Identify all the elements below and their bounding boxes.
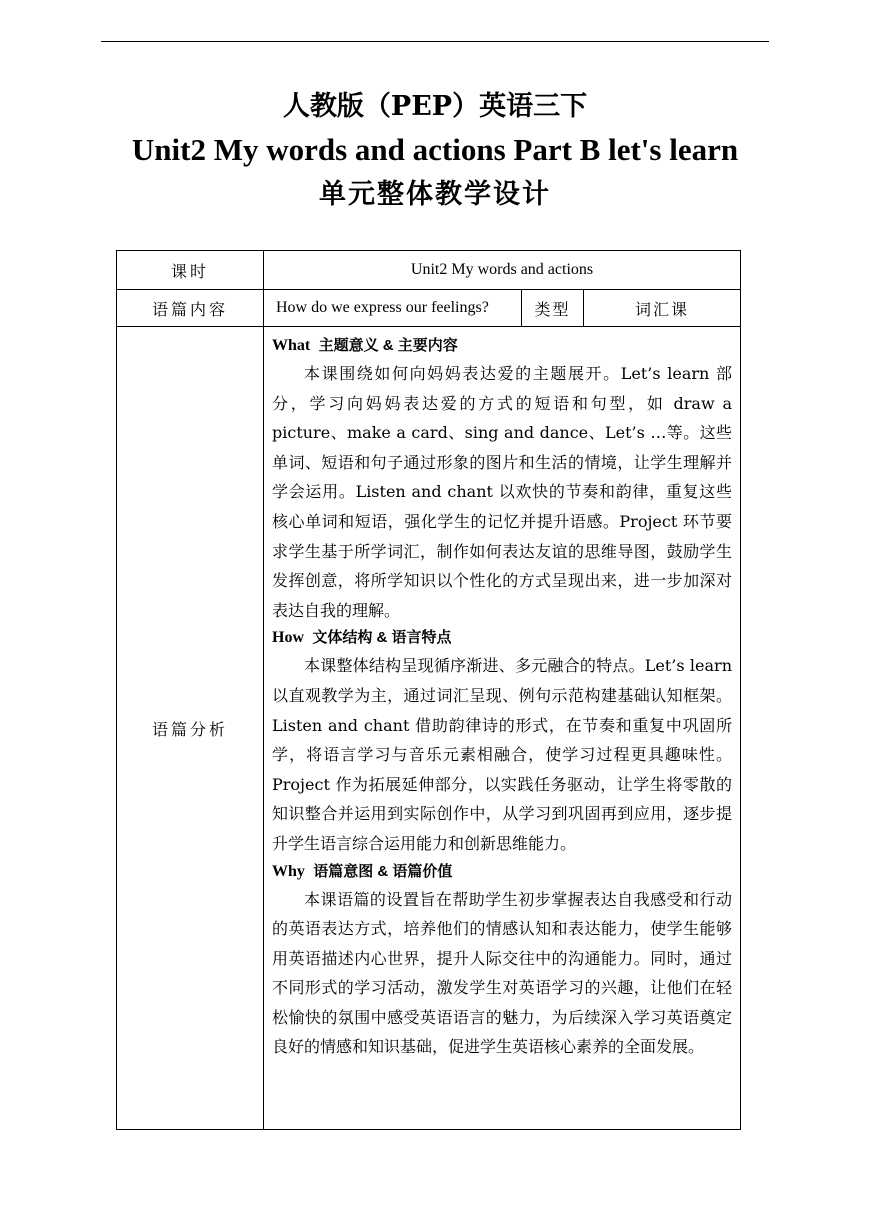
table-row-analysis — [117, 327, 741, 1130]
analysis-label: 语篇分析 — [117, 327, 264, 1130]
type-label: 类型 — [522, 290, 584, 327]
table-row-content — [117, 290, 741, 327]
title-line-1: 人教版（PEP）英语三下 — [282, 91, 588, 122]
content-value: How do we express our feelings? — [264, 290, 522, 327]
table-row-lesson — [117, 251, 741, 290]
lesson-label: 课时 — [117, 251, 264, 290]
section-heading-why: Why 语篇意图 & 语篇价值 — [272, 862, 453, 880]
section-text-how: 本课整体结构呈现循序渐进、多元融合的特点。Let’s learn 以直观教学为主，通过词汇呈现、例句示范构建基础认知框架。Listen and chant 借助韵律诗的形式，在节奏和重复中巩固所学，将语言学习与音乐元素相融合，使学习过程更具趣味性。Project 作为拓展延伸部分，以实践任务驱动，让学生将零散的知识整合并运用到实际创作中，从学习到巩固再到应用，逐步提升学生语言综合运用能力和创新思维能力。 — [272, 656, 733, 853]
analysis-content — [264, 327, 741, 1130]
title-line-2: Unit2 My words and actions Part B let's learn — [131, 132, 739, 167]
section-heading-what: What 主题意义 & 主要内容 — [272, 337, 458, 354]
section-text-what: 本课围绕如何向妈妈表达爱的主题展开。Let’s learn 部分，学习向妈妈表达爱的方式的短语和句型，如 draw a picture、make a card、sing and dance、Let’s …等。这些单词、短语和句子通过形象的图片和生活的情境，让学生理解并学会运用。Listen and chant 以欢快的节奏和韵律，重复这些核心单词和短语，强化学生的记忆并提升语感。Project 环节要求学生基于所学词汇，制作如何表达友谊的思维导图，鼓励学生发挥创意，将所学知识以个性化的方式呈现出来，进一步加深对表达自我的理解。 — [272, 364, 733, 620]
lesson-design-table — [116, 250, 741, 1130]
lesson-value: Unit2 My words and actions — [264, 251, 741, 290]
document-title — [0, 86, 870, 218]
type-value: 词汇课 — [584, 290, 741, 327]
header-rule — [101, 41, 769, 42]
content-label: 语篇内容 — [117, 290, 264, 327]
section-heading-how: How 文体结构 & 语言特点 — [272, 629, 452, 647]
title-line-3: 单元整体教学设计 — [319, 179, 551, 210]
section-text-why: 本课语篇的设置旨在帮助学生初步掌握表达自我感受和行动的英语表达方式，培养他们的情感认知和表达能力，使学生能够用英语描述内心世界，提升人际交往中的沟通能力。同时，通过不同形式的学习活动，激发学生对英语学习的兴趣，让他们在轻松愉快的氛围中感受英语语言的魅力，为后续深入学习英语奠定良好的情感和知识基础，促进学生英语核心素养的全面发展。 — [272, 889, 733, 1057]
